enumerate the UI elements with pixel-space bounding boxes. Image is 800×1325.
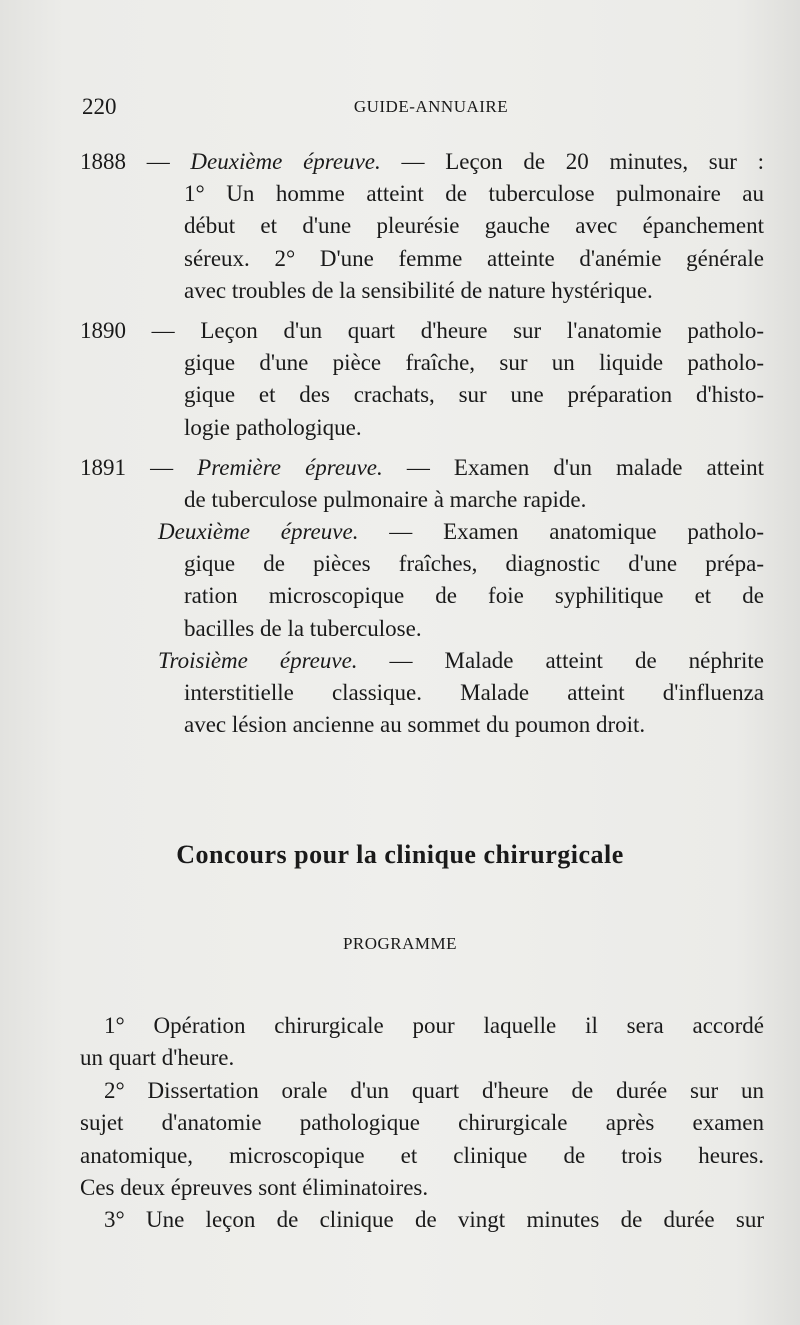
entry-line: bacilles de la tuberculose. bbox=[184, 615, 422, 641]
entry-year: 1891 bbox=[80, 454, 126, 480]
entry-line: de tuberculose pulmonaire à marche rapide. bbox=[184, 486, 587, 512]
entry-1890 bbox=[80, 315, 764, 444]
entry-line: logie pathologique. bbox=[184, 414, 362, 440]
programme-line: 1° Opération chirurgicale pour laquelle il sera accordé bbox=[104, 1013, 764, 1038]
exam-stage-label: Deuxième épreuve. bbox=[190, 149, 381, 174]
exam-stage-label: Troisième épreuve. bbox=[158, 647, 358, 673]
entry-line bbox=[80, 645, 764, 677]
entry-1891 bbox=[80, 452, 764, 742]
entry-text: — Malade atteint de néphrite bbox=[357, 647, 764, 673]
programme-line: 3° Une leçon de clinique de vingt minutes de durée sur bbox=[104, 1207, 764, 1233]
entry-text: — Examen anatomique patholo- bbox=[358, 519, 764, 545]
page-number: 220 bbox=[82, 94, 117, 119]
entry-year: 1890 bbox=[80, 317, 126, 343]
entry-line bbox=[80, 516, 764, 548]
entry-line: séreux. 2° D'une femme atteinte d'anémie générale bbox=[184, 245, 764, 271]
entry-text: — Leçon de 20 minutes, sur : bbox=[380, 149, 764, 174]
entry-line: gique d'une pièce fraîche, sur un liquide patholo- bbox=[184, 350, 764, 376]
programme-line: un quart d'heure. bbox=[80, 1045, 235, 1071]
entry-line: ration microscopique de foie syphilitique et de bbox=[184, 583, 764, 609]
exam-entries bbox=[80, 146, 764, 741]
programme-line: sujet d'anatomie pathologique chirurgicale après examen bbox=[80, 1110, 764, 1136]
entry-line: début et d'une pleurésie gauche avec épanchement bbox=[184, 213, 764, 239]
entry-line bbox=[80, 315, 764, 347]
entry-line bbox=[80, 146, 764, 178]
dash: — bbox=[126, 149, 191, 174]
entry-1888 bbox=[80, 146, 764, 307]
programme-line: Ces deux épreuves sont éliminatoires. bbox=[80, 1174, 429, 1200]
running-title: GUIDE-ANNUAIRE bbox=[353, 97, 509, 116]
entry-line: interstitielle classique. Malade atteint d'influenza bbox=[184, 680, 764, 705]
programme-heading: PROGRAMME bbox=[342, 934, 458, 953]
dash: — bbox=[126, 317, 201, 343]
exam-stage-label: Première épreuve. bbox=[197, 454, 383, 480]
dash: — bbox=[126, 454, 198, 480]
page-header bbox=[82, 94, 730, 124]
programme-list bbox=[80, 1010, 764, 1237]
entry-text: — Examen d'un malade atteint bbox=[382, 454, 764, 480]
exam-stage-label: Deuxième épreuve. bbox=[158, 519, 359, 545]
programme-line: anatomique, microscopique et clinique de trois heures. bbox=[80, 1142, 764, 1168]
entry-text: Leçon d'un quart d'heure sur l'anatomie patholo- bbox=[200, 317, 764, 343]
entry-line: 1° Un homme atteint de tuberculose pulmonaire au bbox=[184, 181, 764, 207]
entry-line bbox=[80, 452, 764, 484]
entry-line: avec lésion ancienne au sommet du poumon droit. bbox=[184, 712, 646, 738]
entry-line: gique de pièces fraîches, diagnostic d'une prépa- bbox=[184, 551, 764, 577]
entry-line: gique et des crachats, sur une préparation d'histo- bbox=[184, 382, 764, 408]
entry-year: 1888 bbox=[80, 149, 126, 174]
entry-line: avec troubles de la sensibilité de nature hystérique. bbox=[184, 277, 653, 303]
section-title: Concours pour la clinique chirurgicale bbox=[176, 840, 624, 869]
programme-line: 2° Dissertation orale d'un quart d'heure de durée sur un bbox=[104, 1077, 764, 1103]
